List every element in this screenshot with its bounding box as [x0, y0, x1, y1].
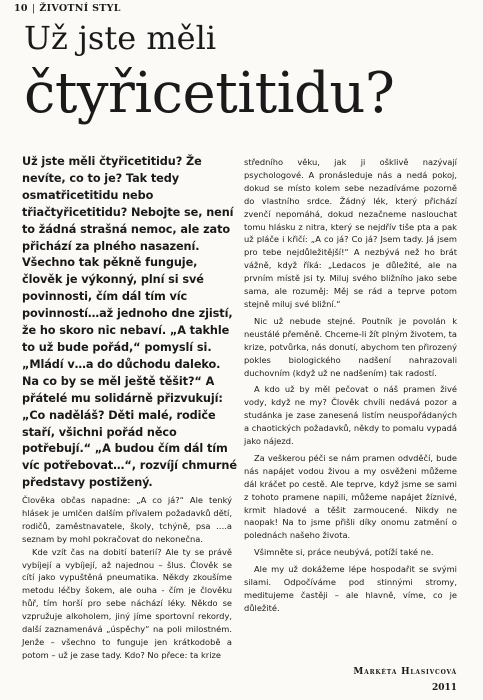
body-paragraph: středního věku, jak ji ošklivě nazývají psychologové. A pronásleduje nás a nedá pokoj, dokud se místo kolem sebe nezadíváme pozorně do vlastního srdce. Žádný lék, který přichází zvenčí nepomáhá, dokud nezačneme naslouchat tomu hlásku z nitra, který se nejdřív tiše pta a pak už pláče i křičí: „A co já? Co já? Jsem tady. Já jsem pro tebe nejdůležitější!“ A nezbývá než ho brát vážně, když říká: „Ledacos je důležité, ale na prvním místě jsi ty. Miluj svého bližního jako sebe sama, ale rozuměj: Měj se rád a teprve potom stejně miluj své bližní.“: [244, 157, 457, 309]
section-name: ŽIVOTNÍ STYL: [39, 2, 121, 14]
body-paragraph: A kdo už by měl pečovat o náš pramen živé vody, když ne my? Člověk chvíli nedává pozor a studánka je zase zanesená listím neuspořádaných a chaotických požadavků, někdy to pomalu vypadá jako nájezd.: [244, 384, 458, 447]
body-paragraph: Nic už nebude stejné. Poutník je povolán k neustálé přeměně. Chceme-li žít plným životem, ta krize, potvůrka, nás donutí, abychom ten přirozený pokles biologického nadšení nahrazovali duchovním (když už ne nadšením) tak radostí.: [244, 315, 457, 378]
body-paragraph: Ale my už dokážeme lépe hospodařit se svými silami. Odpočíváme pod stinnými stromy, meditujeme častěji – ale hlavně, víme, co je důležité.: [244, 564, 457, 613]
publication-year: 2011: [431, 683, 457, 693]
left-column-body: [22, 494, 232, 662]
lead-paragraph: [22, 154, 237, 492]
body-paragraph: Za veškerou péči se nám pramen odvděčí, bude nás napájet vodou živou a my osvěženi můžeme dál kráčet po cestě. Ale teprve, když jsme se sami z tohoto pramene napili, můžeme napájet žíznivé, krmit hladové a těšit zarmoucené. Nikdy ne naopak! Na to jsme přišli díky onomu zatmění o polednách našeho života.: [244, 452, 457, 541]
title-line-2: čtyřicetitidu?: [24, 61, 395, 126]
body-paragraph: Kde vzít čas na dobití baterií? Ale ty se právě vybíjejí a vybíjejí, až najednou – šlus. Člověk se cítí jako vypuštěná pneumatika. Někdy zkoušíme metodu léčby šokem, ale ouha - čím je člověku hůř, tím horší pro sebe náchází léky. Někdo se vzpružuje alkoholem, jiný jíme sportovní rekordy, další zaznamenává „úspěchy“ na poli milostném. Jenže – všechno to funguje jen krátkodobě a potom – už je zase tady. Kdo? No přece: ta krize: [22, 546, 232, 660]
title-line-1: Už jste měli: [24, 19, 217, 57]
author-name: Markéta Hlasivcová: [353, 667, 457, 677]
page-number: 10: [14, 2, 28, 14]
page-header: [14, 1, 121, 15]
lead-text: Už jste měli čtyřicetitidu? Že nevíte, co to je? Tak tedy osmatřicetitidu nebo třiačtyřicetitidu? Nebojte se, není to žádná strašná nemoc, ale zato přichází za plného nasazení. Všechno tak pěkně funguje, člověk je výkonný, plní si své povinnosti, čím dál tím víc povinností…až jednoho dne zjistí, že ho skoro nic nebaví. „A takhle to už bude pořád,“ pomyslí si. „Mládí v…a do důchodu daleko. Na co by se měl ještě těšit?“ A přátelé mu solidárně přizvukují: „Co naděláš? Děti malé, rodiče staří, všichni pořád něco potřebují.“ „A budou čím dál tím víc potřebovat…“, rozvíjí chmurné představy postižený.: [22, 155, 237, 490]
header-separator: |: [31, 2, 36, 14]
body-paragraph: Všimněte si, práce neubývá, potíží také ne.: [254, 547, 434, 558]
right-column-body: [244, 156, 457, 619]
body-paragraph: Člověka občas napadne: „A co já?“ Ale tenký hlásek je umlčen dalším přívalem požadavků dětí, rodičů, zaměstnavatele, školy, tchýně, psa ….a seznam by mohl pokračovat do nekonečna.: [22, 495, 232, 544]
